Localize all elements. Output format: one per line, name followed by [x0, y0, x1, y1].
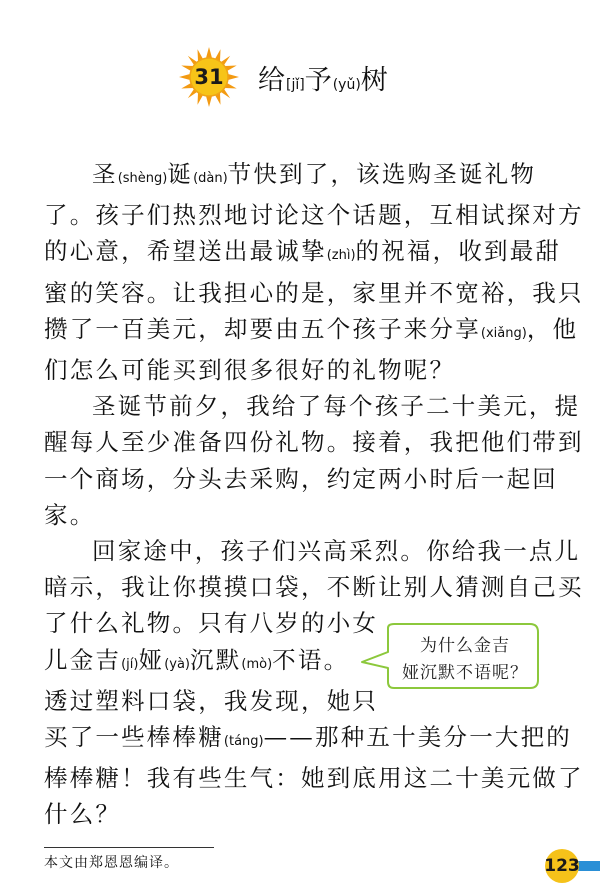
text-line: 买了一些棒棒糖(táng)——那种五十美分一大把的 — [44, 723, 573, 752]
text-line: 了。孩子们热烈地讨论这个话题，互相试探对方 — [44, 201, 584, 230]
text-line: 棒棒糖！我有些生气：她到底用这二十美元做了 — [44, 764, 584, 793]
text-line: 什么？ — [44, 800, 122, 829]
text-line: 一个商场，分头去采购，约定两小时后一起回 — [44, 464, 558, 493]
text-line: 了什么礼物。只有八岁的小女 — [44, 609, 379, 638]
text-line: 蜜的笑容。让我担心的是，家里并不宽裕，我只 — [44, 278, 584, 307]
text-line: 暗示，我让你摸摸口袋，不断让别人猜测自己买 — [44, 573, 584, 602]
text-line: 的心意，希望送出最诚挚(zhì)的祝福，收到最甜 — [44, 237, 562, 266]
text-line: 儿金吉(jí)娅(yà)沉默(mò)不语。 — [44, 645, 350, 674]
text-line: 家。 — [44, 500, 96, 529]
page-number: 123 — [544, 856, 580, 876]
lesson-title: 给[jǐ]予(yǔ)树 — [258, 65, 389, 96]
text-line: 圣(shèng)诞(dàn)节快到了，该选购圣诞礼物 — [92, 160, 537, 188]
footnote: 本文由郑恩恩编译。 — [44, 855, 179, 871]
footnote-divider — [44, 847, 214, 848]
lesson-header — [178, 46, 438, 110]
story-text — [44, 156, 584, 833]
text-line: 透过塑料口袋，我发现，她只 — [44, 686, 379, 715]
text-line: 攒了一百美元，却要由五个孩子来分享(xiǎng)，他 — [44, 314, 579, 343]
bubble-question: 为什么金吉 娅沉默不语呢？ — [402, 636, 528, 683]
lesson-number: 31 — [194, 65, 224, 89]
text-line: 回家途中，孩子们兴高采烈。你给我一点儿 — [92, 537, 581, 566]
text-line: 圣诞节前夕，我给了每个孩子二十美元，提 — [92, 392, 581, 421]
paragraph-1 — [44, 156, 584, 388]
text-line: 们怎么可能买到很多很好的礼物呢？ — [44, 356, 456, 385]
paragraph-2 — [44, 388, 584, 533]
text-line: 醒每人至少准备四份礼物。接着，我把他们带到 — [44, 428, 584, 457]
